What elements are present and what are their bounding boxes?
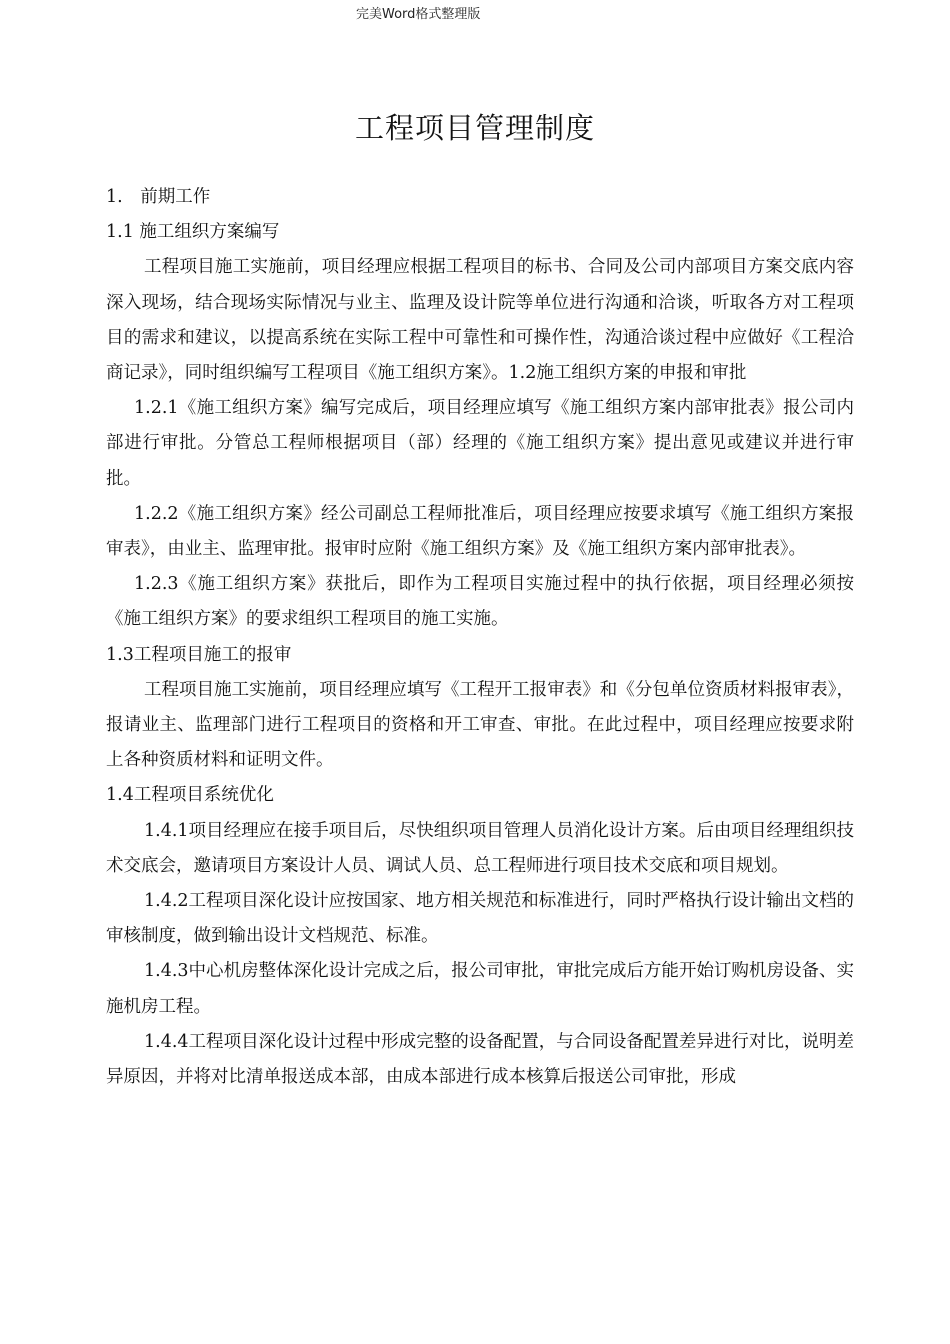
body-paragraph: 工程项目施工实施前，项目经理应填写《工程开工报审表》和《分包单位资质材料报审表》，报请业主、监理部门进行工程项目的资格和开工审查、审批。在此过程中，项目经理应按要求附上各种资质材料和证明文件。 [106, 679, 854, 771]
document-body [106, 180, 854, 1095]
body-paragraph: 1.4.1项目经理应在接手项目后，尽快组织项目管理人员消化设计方案。后由项目经理组织技术交底会，邀请项目方案设计人员、调试人员、总工程师进行项目技术交底和项目规划。 [106, 820, 854, 876]
body-paragraph: 1.2.1《施工组织方案》编写完成后，项目经理应填写《施工组织方案内部审批表》报公司内部进行审批。分管总工程师根据项目（部）经理的《施工组织方案》提出意见或建议并进行审批。 [106, 398, 854, 489]
document-title: 工程项目管理制度 [354, 111, 595, 145]
section-heading: 1. 前期工作 [106, 187, 211, 207]
subsection-heading: 1.1 施工组织方案编写 [106, 222, 280, 243]
subsection-heading: 1.3工程项目施工的报审 [106, 644, 292, 665]
body-paragraph: 1.2.2《施工组织方案》经公司副总工程师批准后，项目经理应按要求填写《施工组织方案报审表》，由业主、监理审批。报审时应附《施工组织方案》及《施工组织方案内部审批表》。 [106, 503, 854, 560]
page-header: 完美Word格式整理版 [356, 7, 481, 22]
subsection-heading: 1.4工程项目系统优化 [106, 785, 274, 806]
body-paragraph: 1.4.2工程项目深化设计应按国家、地方相关规范和标准进行，同时严格执行设计输出文档的审核制度，做到输出设计文档规范、标准。 [106, 891, 854, 947]
body-paragraph: 1.4.4工程项目深化设计过程中形成完整的设备配置，与合同设备配置差异进行对比，说明差异原因，并将对比清单报送成本部，由成本部进行成本核算后报送公司审批，形成 [106, 1031, 854, 1088]
body-paragraph: 1.4.3中心机房整体深化设计完成之后，报公司审批，审批完成后方能开始订购机房设备、实施机房工程。 [106, 961, 854, 1017]
body-paragraph: 工程项目施工实施前，项目经理应根据工程项目的标书、合同及公司内部项目方案交底内容深入现场，结合现场实际情况与业主、监理及设计院等单位进行沟通和洽谈，听取各方对工程项目的需求和建议，以提高系统在实际工程中可靠性和可操作性，沟通洽谈过程中应做好《工程洽商记录》，同时组织编写工程项目《施工组织方案》。1.2施工组织方案的申报和审批 [106, 257, 854, 384]
body-paragraph: 1.2.3《施工组织方案》获批后，即作为工程项目实施过程中的执行依据，项目经理必须按《施工组织方案》的要求组织工程项目的施工实施。 [106, 574, 854, 630]
